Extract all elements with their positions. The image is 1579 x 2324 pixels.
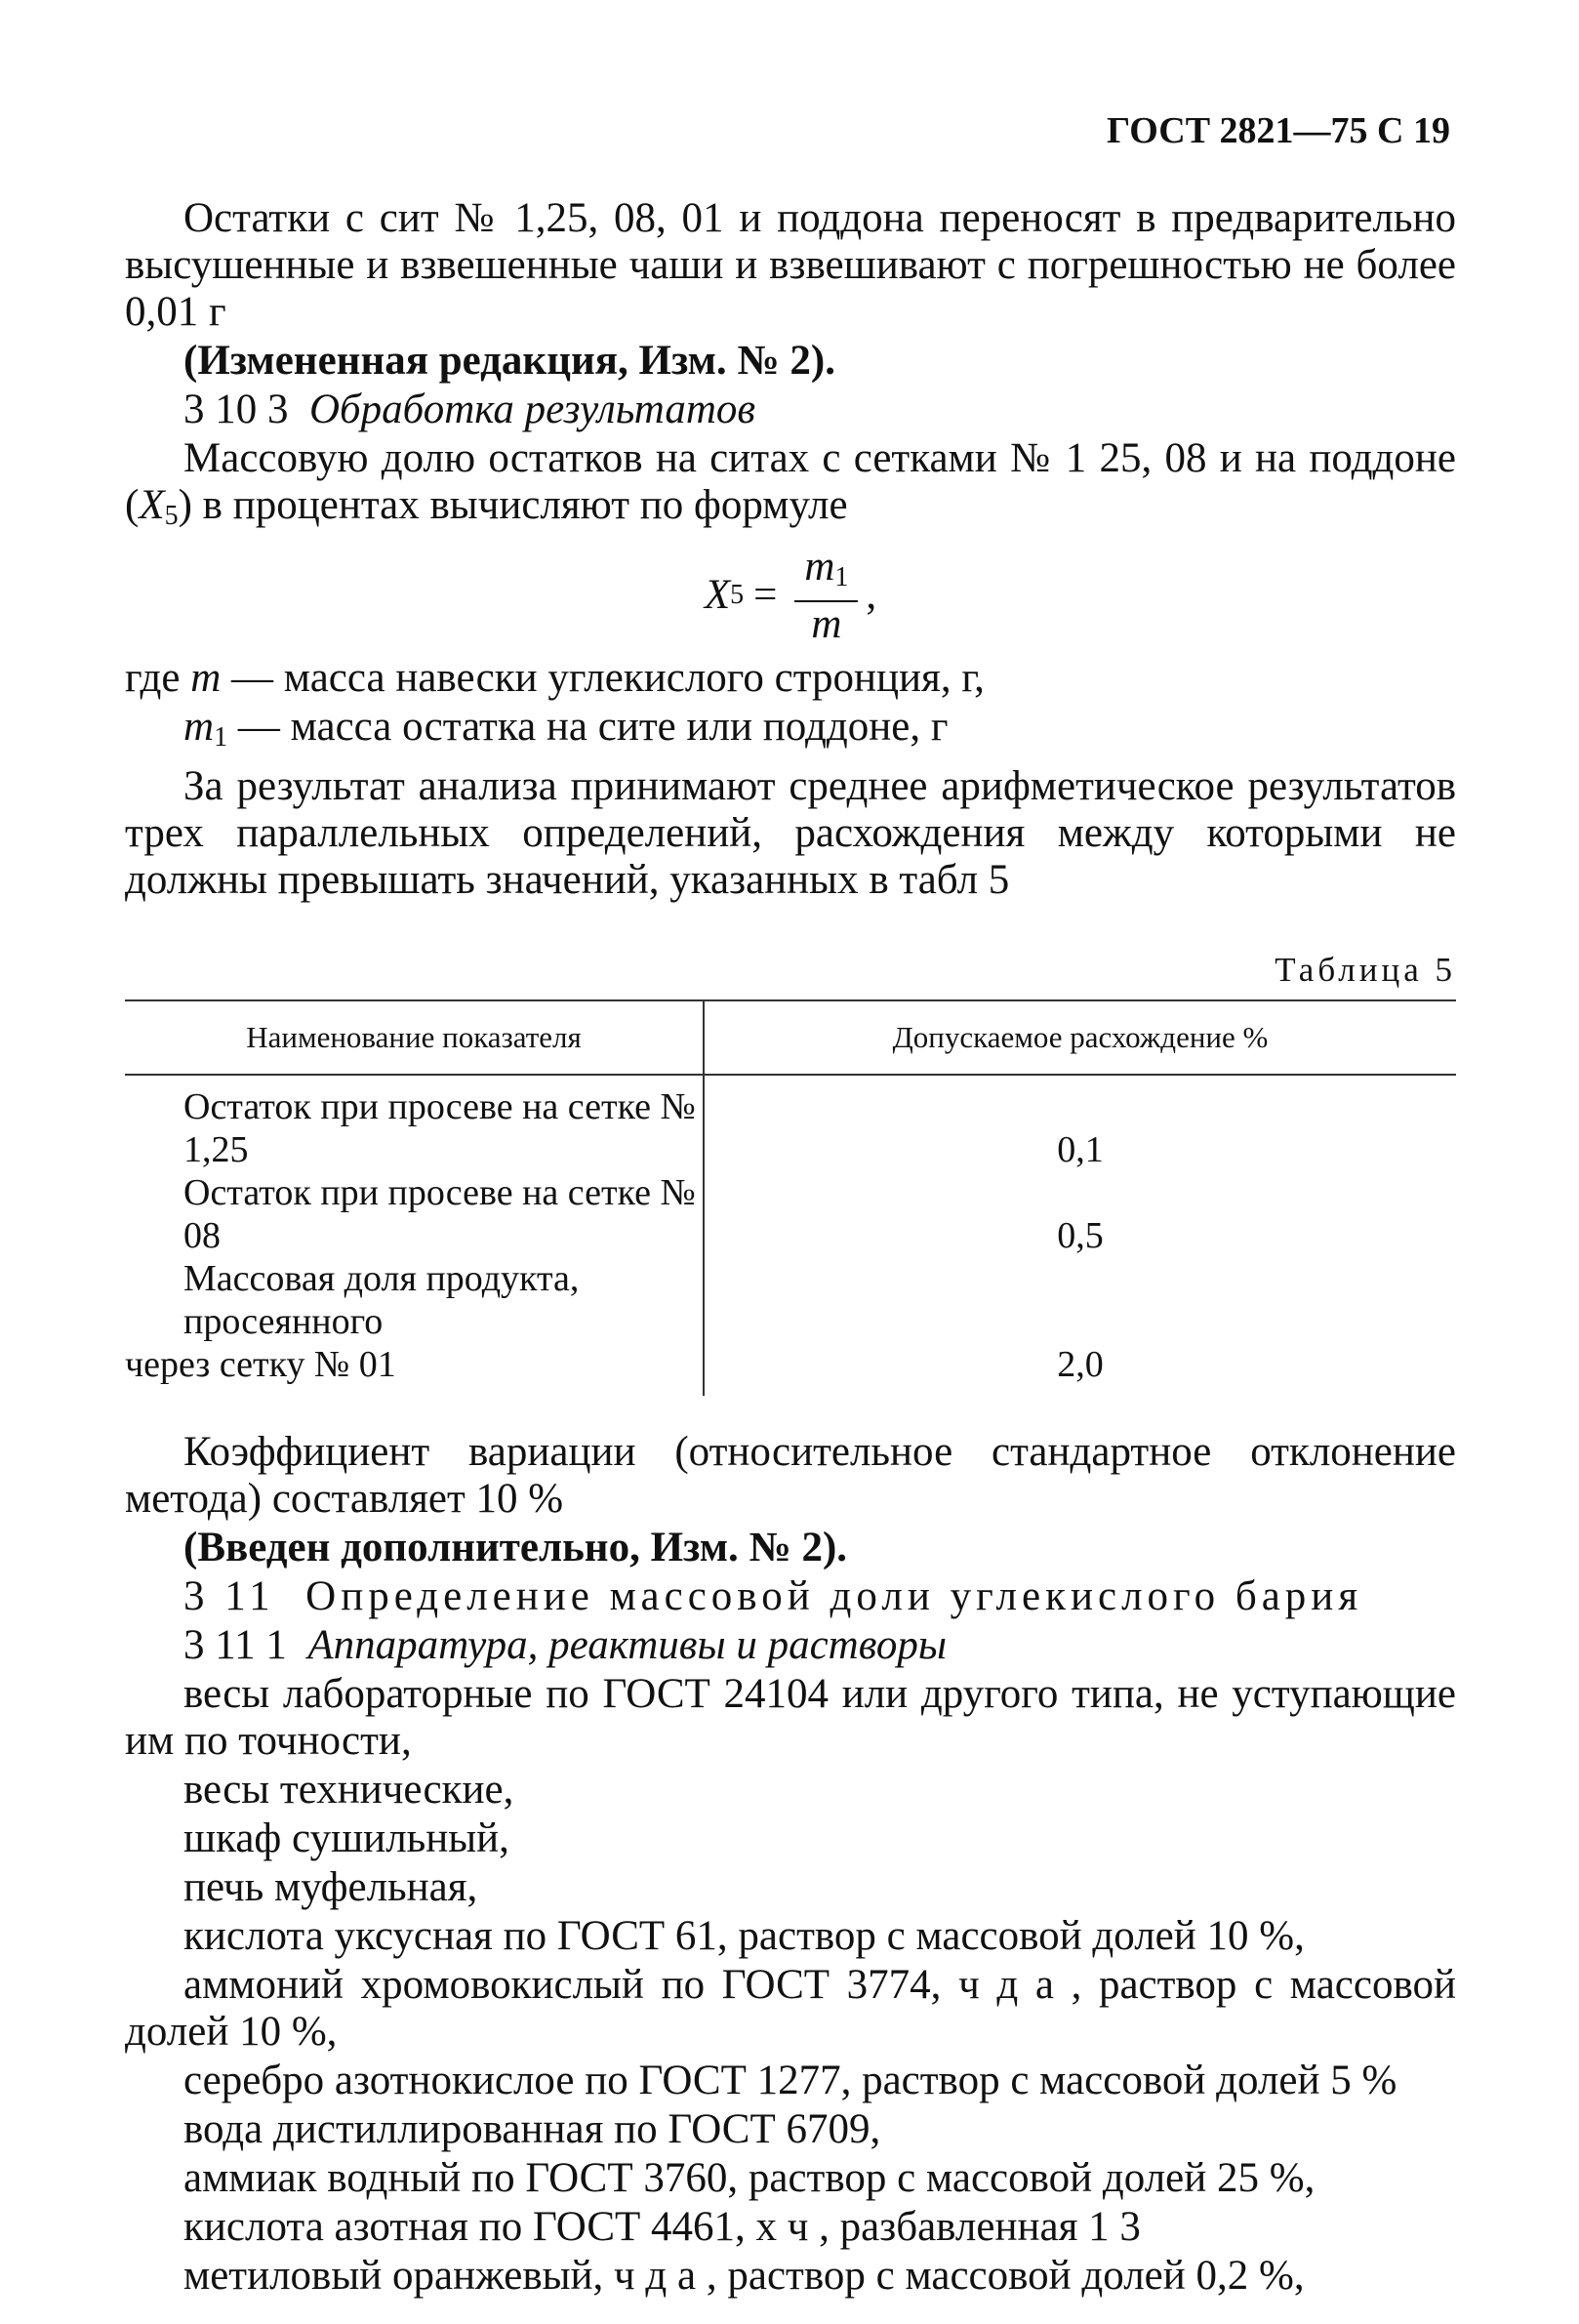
subsection-number: 3 10 3	[183, 387, 289, 432]
formula-fraction: $\frac{m_1}{m}$	[794, 545, 858, 647]
list-item: кислота уксусная по ГОСТ 61, раствор с массовой долей 10 %,	[183, 1913, 1305, 1959]
page-body	[125, 195, 1456, 2302]
list-item: метиловый оранжевый, ч д а , раствор с массовой долей 0,2 %,	[183, 2253, 1305, 2299]
list-item: кислота азотная по ГОСТ 4461, х ч , разбавленная 1 3	[183, 2204, 1141, 2250]
section-heading-barium: 3 11 Определение массовой доли углекислого бария	[183, 1573, 1363, 1619]
amendment-note-2: (Введен дополнительно, Изм. № 2).	[183, 1525, 848, 1570]
subsection-title: Обработка результатов	[309, 387, 756, 432]
subsection-heading-processing	[125, 387, 1456, 433]
table-row: Остаток при просеве на сетке № 1,25 0,1	[125, 1075, 1456, 1171]
list-item: шкаф сушильный,	[183, 1815, 509, 1861]
list-item: весы технические,	[183, 1767, 514, 1813]
list-item: вода дистиллированная по ГОСТ 6709,	[183, 2106, 881, 2152]
paragraph-mass-fraction: Массовую долю остатков на ситах с сетками № 1 25, 08 и на поддоне $(X_5)$ в процентах вычисляют по формуле	[125, 435, 1456, 531]
table-5	[125, 999, 1456, 1396]
list-item: печь муфельная,	[183, 1864, 478, 1910]
column-header-name: Наименование показателя	[125, 1000, 704, 1075]
paragraph-variation: Коэффициент вариации (относительное стандартное отклонение метода) составляет 10 %	[125, 1429, 1456, 1522]
table-row: Остаток при просеве на сетке № 08 0,5	[125, 1171, 1456, 1257]
list-item: серебро азотнокислое по ГОСТ 1277, раствор с массовой долей 5 %	[183, 2058, 1397, 2103]
page-header: ГОСТ 2821—75 С 19	[1107, 110, 1450, 151]
list-item: весы лабораторные по ГОСТ 24104 или другого типа, не уступающие им по точности,	[125, 1671, 1456, 1764]
paragraph-residues: Остатки с сит № 1,25, 08, 01 и поддона переносят в предварительно высушенные и взвешенные чаши и взвешивают с погрешностью не более 0,01 г	[125, 195, 1456, 335]
subsection-heading-apparatus: 3 11 1 Аппаратура, реактивы и растворы	[183, 1622, 947, 1668]
table-caption: Таблица 5	[1275, 951, 1456, 989]
table-header-row	[125, 1000, 1456, 1075]
list-item: аммоний хромовокислый по ГОСТ 3774, ч д а , раствор с массовой долей 10 %,	[125, 1962, 1456, 2055]
formula-x5: X 5 = $\frac{m_1}{m}$ ,	[704, 543, 877, 647]
paragraph-result: За результат анализа принимают среднее арифметическое результатов трех параллельных определений, расхождения между которыми не должны превышать значений, указанных в табл 5	[125, 763, 1456, 903]
definition-m1: $m_1$ — масса остатка на сите или поддоне, г	[183, 704, 949, 753]
definition-m: где m — масса навески углекислого стронция, г,	[125, 655, 985, 701]
column-header-tolerance: Допускаемое расхождение %	[704, 1000, 1456, 1075]
list-item: аммиак водный по ГОСТ 3760, раствор с массовой долей 25 %,	[183, 2155, 1316, 2201]
table-row: Массовая доля продукта, просеянного через сетку № 01 2,0	[125, 1257, 1456, 1396]
amendment-note: (Измененная редакция, Изм. № 2).	[183, 338, 835, 384]
